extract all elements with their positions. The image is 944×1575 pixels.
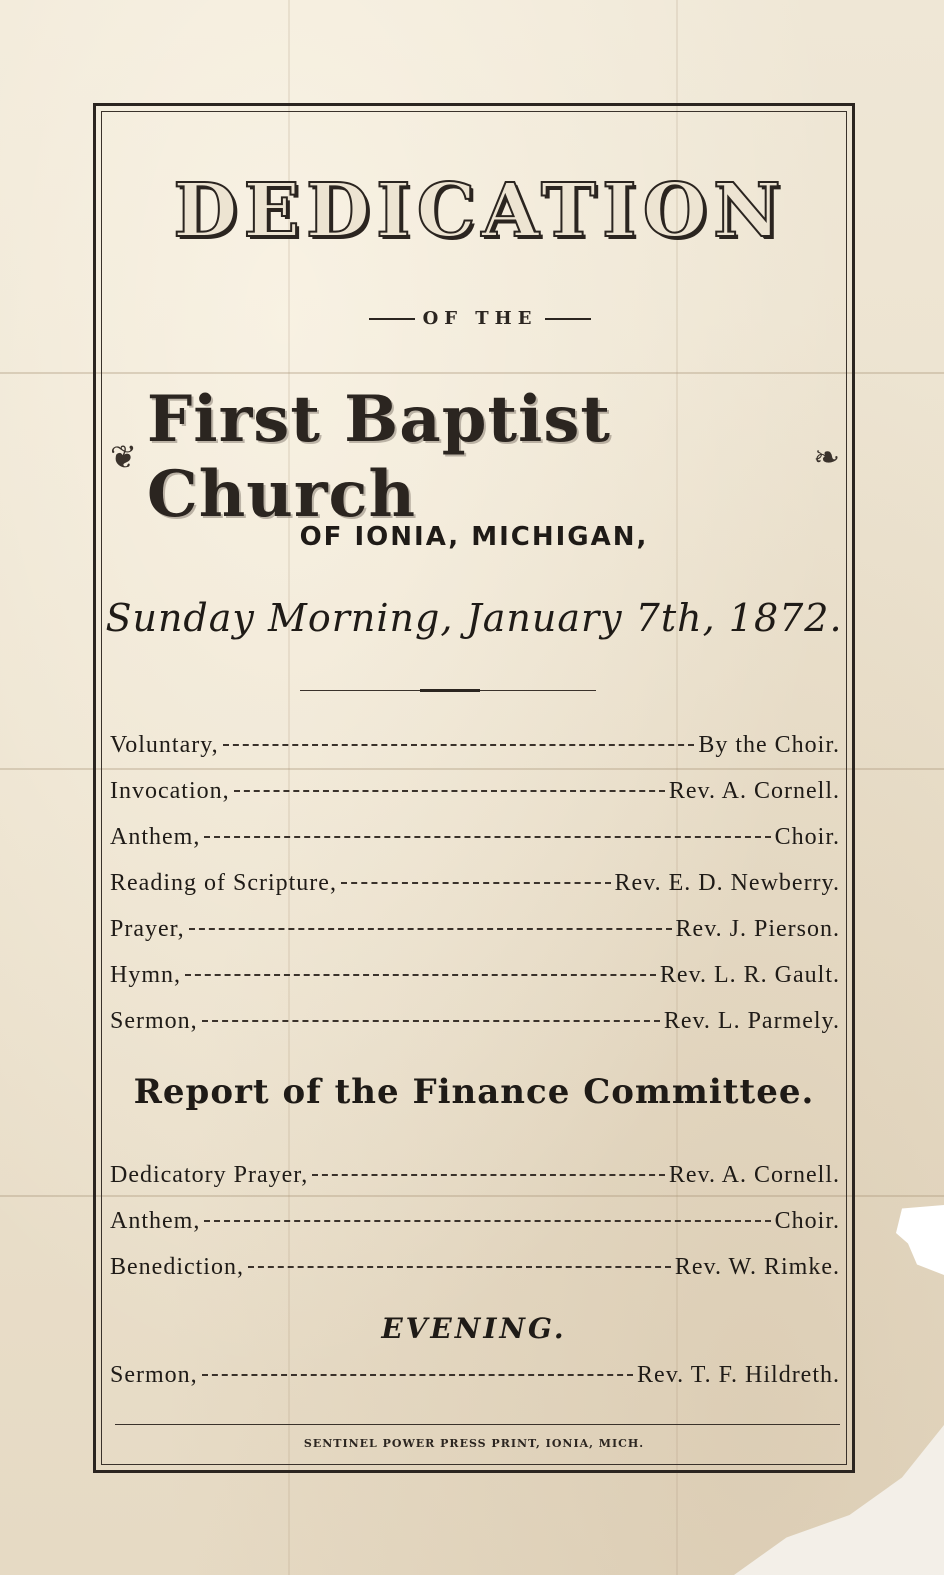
flourish-left-icon: ❦	[110, 438, 137, 476]
divider-ornament	[420, 689, 480, 692]
service-date: Sunday Morning, January 7th, 1872.	[105, 596, 843, 640]
program-row	[110, 870, 840, 904]
program-row	[110, 732, 840, 766]
program-item: Reading of Scripture,	[110, 870, 337, 896]
flourish-right-icon: ❧	[813, 438, 840, 476]
program-officiant: Rev. A. Cornell.	[668, 778, 840, 804]
dot-leader	[189, 928, 672, 930]
program-officiant: Rev. L. R. Gault.	[659, 962, 840, 988]
program-row	[110, 778, 840, 812]
rule-right	[545, 318, 591, 320]
of-the-text: OF THE	[422, 308, 538, 329]
program-row	[110, 824, 840, 858]
church-name-row	[110, 382, 840, 532]
program-item: Anthem,	[110, 1208, 201, 1234]
dot-leader	[185, 974, 656, 976]
program-officiant: Rev. W. Rimke.	[674, 1254, 840, 1280]
program-row	[110, 1254, 840, 1288]
program-officiant: Rev. J. Pierson.	[675, 916, 840, 942]
program-item: Anthem,	[110, 824, 201, 850]
dot-leader	[312, 1174, 665, 1176]
program-row	[110, 1008, 840, 1042]
program-row	[110, 1162, 840, 1196]
program-row	[110, 1208, 840, 1242]
of-the-line	[100, 308, 860, 329]
program-item: Hymn,	[110, 962, 181, 988]
program-item: Invocation,	[110, 778, 230, 804]
dot-leader	[202, 1374, 633, 1376]
program-item: Voluntary,	[110, 732, 219, 758]
church-name: First Baptist Church	[146, 382, 611, 532]
footer-rule	[115, 1424, 840, 1425]
printer-imprint: SENTINEL POWER PRESS PRINT, IONIA, MICH.	[303, 1437, 645, 1450]
program-officiant: Rev. T. F. Hildreth.	[637, 1362, 840, 1388]
title-dedication: DEDICATION	[173, 168, 787, 254]
dot-leader	[223, 744, 695, 746]
rule-left	[369, 318, 415, 320]
program-item: Sermon,	[110, 1362, 198, 1388]
program-officiant: By the Choir.	[698, 732, 840, 758]
finance-report-heading: Report of the Finance Committee.	[133, 1072, 815, 1112]
program-officiant: Rev. A. Cornell.	[668, 1162, 840, 1188]
location: OF IONIA, MICHIGAN,	[299, 522, 649, 552]
program-officiant: Choir.	[774, 824, 840, 850]
evening-heading: EVENING.	[381, 1312, 567, 1345]
program-item: Benediction,	[110, 1254, 244, 1280]
dot-leader	[204, 836, 770, 838]
dot-leader	[202, 1020, 660, 1022]
dot-leader	[204, 1220, 770, 1222]
program-item: Prayer,	[110, 916, 185, 942]
program-item: Sermon,	[110, 1008, 198, 1034]
program-officiant: Rev. L. Parmely.	[663, 1008, 840, 1034]
dot-leader	[234, 790, 665, 792]
program-item: Dedicatory Prayer,	[110, 1162, 309, 1188]
torn-edge	[884, 1205, 944, 1275]
program-officiant: Choir.	[774, 1208, 840, 1234]
program-row	[110, 1362, 840, 1396]
program-row	[110, 962, 840, 996]
dot-leader	[248, 1266, 671, 1268]
program-officiant: Rev. E. D. Newberry.	[614, 870, 840, 896]
dot-leader	[341, 882, 611, 884]
program-row	[110, 916, 840, 950]
